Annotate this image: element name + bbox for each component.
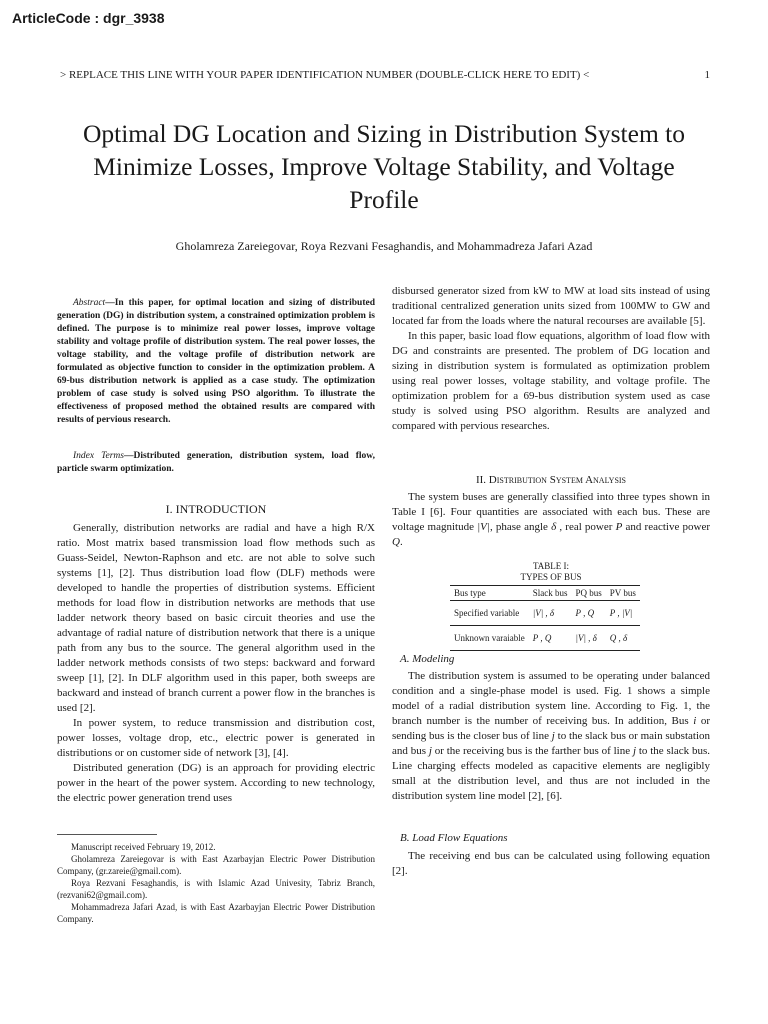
intro-paragraph: In power system, to reduce transmission and distribution cost, power losses, voltage drop, etc., electric power is generated in distributions or on customer side of network [3], [4]. — [57, 717, 375, 759]
running-header — [60, 69, 710, 81]
load-flow-body — [392, 849, 710, 879]
table-cell: Q , δ — [606, 626, 640, 651]
symbol-v: |V| — [477, 521, 490, 533]
modeling-text: or sending bus is the closer bus of line — [392, 715, 711, 742]
table-cell: Unknown varaiable — [450, 626, 529, 651]
abstract-text: —In this paper, for optimal location and sizing of distributed generation (DG) in distribution system, a constrained optimization problem is defined. The purpose is to minimize real power losses, improve voltage stability and voltage profile of distribution system. The real power losses, the voltage stability, and the voltage profile of distribution network are formulated as objective function to consider in the optimization problem. A 69-bus distribution network is applied as a case study. The optimization problem of case study is solved using PSO algorithm. To illustrate the effectiveness of proposed method the obtained results are compared with results of pervious research. — [57, 298, 375, 425]
footnote: Manuscript received February 19, 2012. — [71, 842, 216, 852]
symbol-p: P — [615, 521, 623, 533]
symbol-j: j — [632, 745, 637, 757]
table-row — [450, 626, 640, 651]
intro-paragraph: In this paper, basic load flow equations, algorithm of load flow with DG and constraints are presented. The problem of DG location and sizing in distribution system is formulated as optimization problem using real power losses, voltage stability, and voltage profile. The optimization problem for a 69-bus distribution system used as case study is solved using PSO algorithm. Results are analyzed and compared with pervious researches. — [392, 330, 710, 432]
abstract — [57, 297, 375, 427]
table-header: Bus type — [450, 586, 529, 601]
intro-continuation: disbursed generator sized from kW to MW at load sits instead of using traditional centralized generation units sized from 100MW to GW and located far from the loads where the natural recourses are available [5]. — [392, 285, 710, 327]
section-heading-introduction: I. INTRODUCTION — [165, 502, 267, 516]
table-header: Slack bus — [529, 586, 572, 601]
abstract-lead: Abstract — [73, 298, 106, 308]
page-number: 1 — [704, 69, 710, 81]
section2-text: , phase angle — [489, 521, 548, 533]
footnote-divider — [57, 834, 157, 835]
modeling-text: or the receiving bus is the farther bus of line — [434, 745, 631, 757]
running-header-text: > REPLACE THIS LINE WITH YOUR PAPER IDENTIFICATION NUMBER (DOUBLE-CLICK HERE TO EDIT) < — [60, 69, 590, 81]
index-terms — [57, 450, 375, 476]
index-terms-text: —Distributed generation, distribution system, load flow, particle swarm optimization. — [57, 451, 375, 474]
symbol-delta: δ — [551, 521, 557, 533]
section2-text: and reactive power — [625, 521, 711, 533]
table-title: TABLE I: — [532, 561, 570, 571]
footnote: Gholamreza Zareiegovar is with East Azarbayjan Electric Power Distribution Company, (gr.zareie@gmail.com). — [57, 854, 375, 876]
modeling-text: The distribution system is assumed to be operating under balanced condition and a single-phase model is used. Fig. 1 shows a simple model of a radial distribution system line. According to Fig. 1, the branch number is the number of receiving bus. In addition, Bus — [392, 670, 710, 727]
intro-paragraph: Generally, distribution networks are radial and have a high R/X ratio. Most matrix based transmission load flow methods such as Guass-Seidel, Newton-Raphson and etc. are not able to solve such systems [1], [2]. Thus distribution load flow (DLF) methods were developed to handle the properties of distribution systems. Efficient methods for load flow in distribution networks are methods that use ladder network theory based on basic circuit theories and use the advantage of radial nature of distribution network that there is a unique path from any bus to the source. The general algorithm used in the ladder network methods consists of two steps: backward and forward sweep [1], [2]. In DLF algorithm used in this paper, both sweeps are backward and instead of branch current a power flow in the branches is used [2]. — [57, 522, 375, 714]
footnote: Mohammadreza Jafari Azad, is with East Azarbayjan Electric Power Distribution Company. — [57, 902, 375, 924]
symbol-q: Q — [392, 536, 400, 548]
table-header: PQ bus — [571, 586, 605, 601]
table-cell: |V| , δ — [571, 626, 605, 651]
modeling-body — [392, 669, 710, 804]
section-number: II. — [475, 474, 487, 486]
table-row — [450, 601, 640, 626]
modeling-text: to the slack bus. Line charging effects modeled as capacitive elements are negligibly small at the distribution level, and thus are not included in the distribution system line model [2], [6]. — [392, 745, 710, 802]
table-cell: P , Q — [529, 626, 572, 651]
paper-title: Optimal DG Location and Sizing in Distribution System to Minimize Losses, Improve Voltage Stability, and Voltage Profile — [82, 119, 686, 214]
symbol-j: j — [428, 745, 432, 757]
table-header: PV bus — [606, 586, 640, 601]
section2-text: , real power — [559, 521, 613, 533]
section2-text: The system buses are generally classified into three types shown in Table I [6]. Four quantities are associated with each bus. These are voltage magnitude — [392, 491, 710, 533]
paper-authors: Gholamreza Zareiegovar, Roya Rezvani Fesaghandis, and Mohammadreza Jafari Azad — [175, 239, 593, 253]
right-column-intro — [392, 284, 710, 434]
index-terms-lead: Index Terms — [73, 451, 124, 461]
subsection-heading-modeling: A. Modeling — [400, 653, 455, 665]
table-cell: |V| , δ — [529, 601, 572, 626]
section2-body — [392, 490, 710, 550]
section2-text: . — [399, 536, 403, 548]
intro-paragraph: Distributed generation (DG) is an approach for providing electric power in the heart of the power system. According to new technology, the electric power generation trend uses — [57, 762, 375, 804]
table-cell: P , |V| — [606, 601, 640, 626]
table-cell: Specified variable — [450, 601, 529, 626]
article-code: ArticleCode : dgr_3938 — [12, 10, 165, 26]
table-subtitle: TYPES OF BUS — [520, 572, 582, 582]
subsection-heading-load-flow: B. Load Flow Equations — [400, 832, 508, 844]
introduction-body — [57, 521, 375, 806]
symbol-j: j — [551, 730, 555, 742]
table-cell: P , Q — [571, 601, 605, 626]
bus-types-table — [450, 585, 640, 651]
load-flow-text: The receiving end bus can be calculated using following equation [2]. — [392, 850, 710, 877]
footnotes — [57, 841, 375, 925]
table-caption — [392, 561, 710, 583]
symbol-i: i — [693, 715, 697, 727]
modeling-text: to the slack bus or main substation and bus — [392, 730, 711, 757]
section-heading-distribution — [392, 474, 710, 486]
section-title: Distribution System Analysis — [488, 474, 627, 486]
footnote: Roya Rezvani Fesaghandis, is with Islamic Azad Univesity, Tabriz Branch, (rezvani62@gmail.com). — [57, 878, 375, 900]
